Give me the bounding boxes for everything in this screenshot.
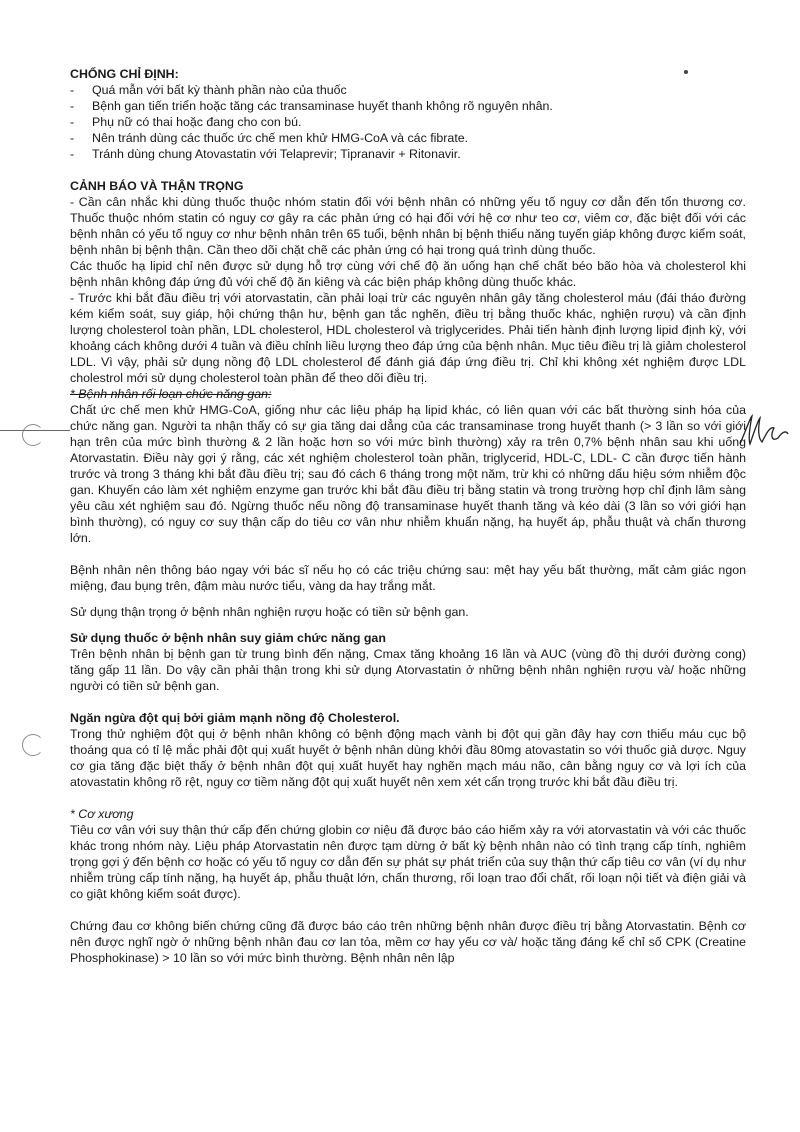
list-item: - Tránh dùng chung Atovastatin với Telaprevir; Tipranavir + Ritonavir. — [92, 146, 746, 162]
paragraph: Bệnh nhân nên thông báo ngay với bác sĩ nếu họ có các triệu chứng sau: mệt hay yếu bất thường, mất cảm giác ngon miệng, đau bụng trên, đậm màu nước tiểu, vàng da hay trắng mắt. — [70, 563, 746, 593]
paragraph: Sử dụng thận trọng ở bệnh nhân nghiện rượu hoặc có tiền sử bệnh gan. — [70, 605, 469, 619]
document-body — [70, 66, 746, 966]
warnings-heading: CẢNH BÁO VÀ THẬN TRỌNG — [70, 179, 244, 193]
paragraph: Chứng đau cơ không biến chứng cũng đã được báo cáo trên những bệnh nhân được điều trị bằng Atorvastatin. Bệnh cơ nên được nghĩ ngờ ở những bệnh nhân đau cơ lan tỏa, mềm cơ hay yếu cơ và/ hoặc tăng đáng kể chỉ số CPK (Creatine Phosphokinase) > 10 lần so với mức bình thường. Bệnh nhân nên lập — [70, 919, 746, 965]
list-item: - Phụ nữ có thai hoặc đang cho con bú. — [92, 114, 746, 130]
list-item: - Nên tránh dùng các thuốc ức chế men khử HMG-CoA và các fibrate. — [92, 130, 746, 146]
punch-hole-mark — [22, 734, 44, 756]
muscle-subheading: * Cơ xương — [70, 807, 134, 821]
liver-impairment-heading: Sử dụng thuốc ở bệnh nhân suy giảm chức năng gan — [70, 631, 386, 645]
punch-hole-mark — [22, 424, 44, 446]
scan-fold-line — [0, 430, 70, 431]
contraindications-list — [70, 82, 746, 162]
paragraph: Trong thử nghiệm đột quị ở bệnh nhân không có bệnh động mạch vành bị đột quị gần đây hay cơn thiếu máu cục bộ thoáng qua có tỉ lệ mắc phải đột quị xuất huyết ở bệnh nhân dùng khởi đầu 80mg atovastatin so với thuốc giả dược. Nguy cơ gia tăng đặc biệt thấy ở bệnh nhân đột quị xuất huyết hay nghẽn mạch máu não, cân bằng nguy cơ và lợi ích của atovastatin không rõ rệt, nguy cơ tiềm năng đột quị xuất huyết nên xem xét cẩn trọng trước khi bắt đầu điều trị. — [70, 727, 746, 789]
stroke-heading: Ngăn ngừa đột quị bởi giảm mạnh nồng độ Cholesterol. — [70, 711, 400, 725]
paragraph: Các thuốc hạ lipid chỉ nên được sử dụng hỗ trợ cùng với chế độ ăn uống hạn chế chất béo bão hòa và cholesterol khi bệnh nhân không đáp ứng đủ với chế độ ăn kiêng và các biện pháp không dùng thuốc khác. — [70, 259, 746, 289]
paragraph: Trên bệnh nhân bị bệnh gan từ trung bình đến nặng, Cmax tăng khoảng 16 lần và AUC (vùng đồ thị dưới đường cong) tăng gấp 11 lần. Do vậy cần phải thận trong khi sử dụng Atorvastatin ở những bệnh nhân nghiện rượu và/ hoặc những người có tiền sử bệnh gan. — [70, 647, 746, 693]
contraindications-heading: CHỐNG CHỈ ĐỊNH: — [70, 67, 179, 81]
liver-subheading: * Bệnh nhân rối loạn chức năng gan: — [70, 387, 272, 401]
paragraph: - Cần cân nhắc khi dùng thuốc thuộc nhóm statin đối với bệnh nhân có những yếu tố nguy cơ dẫn đến tổn thương cơ. Thuốc thuộc nhóm statin có nguy cơ gây ra các phản ứng có hại đối với hệ cơ như teo cơ, viêm cơ, đặc biệt đối với các bệnh nhân có yếu tố nguy cơ như bệnh nhân trên 65 tuổi, bệnh nhân bị bệnh thiểu năng tuyến giáp không được kiểm soát, bệnh nhân bị bệnh thận. Cần theo dõi chặt chẽ các phản ứng có hại trong quá trình dùng thuốc. — [70, 195, 746, 257]
paragraph: Chất ức chế men khử HMG-CoA, giống như các liệu pháp hạ lipid khác, có liên quan với các bất thường sinh hóa của chức năng gan. Người ta nhận thấy có sự gia tăng dai dẳng của các transaminase trong huyết thanh (> 3 lần so với giới hạn trên của mức bình thường & 2 lần hoặc hơn so với mức bình thường) xảy ra trên 0,7% bệnh nhân sau khi uống Atorvastatin. Điều này gợi ý rằng, các xét nghiệm cholesterol toàn phần, triglycerid, HDL-C, LDL- C cần được tiến hành trước và trong 3 tháng khi bắt đầu điều trị; sau đó cách 6 tháng trong một năm, trừ khi có những dấu hiệu sớm nhiễm độc gan. Khuyến cáo làm xét nghiệm enzyme gan trước khi bắt đầu điều trị bằng statin và trong trường hợp chỉ định lâm sàng yêu cầu xét nghiệm sau đó. Ngừng thuốc nếu nồng độ transaminase huyết thanh tăng và kéo dài (3 lần so với giới hạn bình thường), có nguy cơ suy thận cấp do tiêu cơ vân như nhiễm khuẩn nặng, hạ huyết áp, phẫu thuật và chấn thương lớn. — [70, 403, 746, 545]
list-item: - Bệnh gan tiến triển hoặc tăng các transaminase huyết thanh không rõ nguyên nhân. — [92, 98, 746, 114]
paragraph: - Trước khi bắt đầu điều trị với atorvastatin, cần phải loại trừ các nguyên nhân gây tăng cholesterol máu (đái tháo đường kém kiểm soát, suy giáp, hội chứng thận hư, bệnh gan tắc nghẽn, điều trị bằng thuốc khác, nghiện rượu) và cần định lượng cholesterol toàn phần, LDL cholesterol, HDL cholesterol và triglycerides. Phải tiến hành định lượng lipid định kỳ, với khoảng cách không dưới 4 tuần và điều chỉnh liều lượng theo đáp ứng của bệnh nhân. Mục tiêu điều trị là giảm cholesterol LDL. Vì vậy, phải sử dụng nồng độ LDL cholesterol để đánh giá đáp ứng điều trị. Chỉ khi không xét nghiệm được LDL cholestrol mới sử dụng cholesterol toàn phần để theo dõi điều trị. — [70, 291, 746, 385]
paragraph: Tiêu cơ vân với suy thận thứ cấp đến chứng globin cơ niệu đã được báo cáo hiếm xảy ra với atorvastatin và với các thuốc khác trong nhóm này. Liệu pháp Atorvastatin nên được tạm dừng ở bất kỳ bệnh nhân nào có tình trạng cấp tính, nghiêm trọng gợi ý đến bệnh cơ hoặc có yếu tố nguy cơ dẫn đến sự phát sự phát triển của suy thận thứ cấp tiêu cơ vân (ví dụ như nhiễm trùng cấp tính nặng, hạ huyết áp, phẫu thuật lớn, chấn thương, rối loạn trao đổi chất, rối loạn nội tiết và điện giải và co giật không kiểm soát được). — [70, 823, 746, 901]
list-item: - Quá mẫn với bất kỳ thành phần nào của thuốc — [92, 82, 746, 98]
